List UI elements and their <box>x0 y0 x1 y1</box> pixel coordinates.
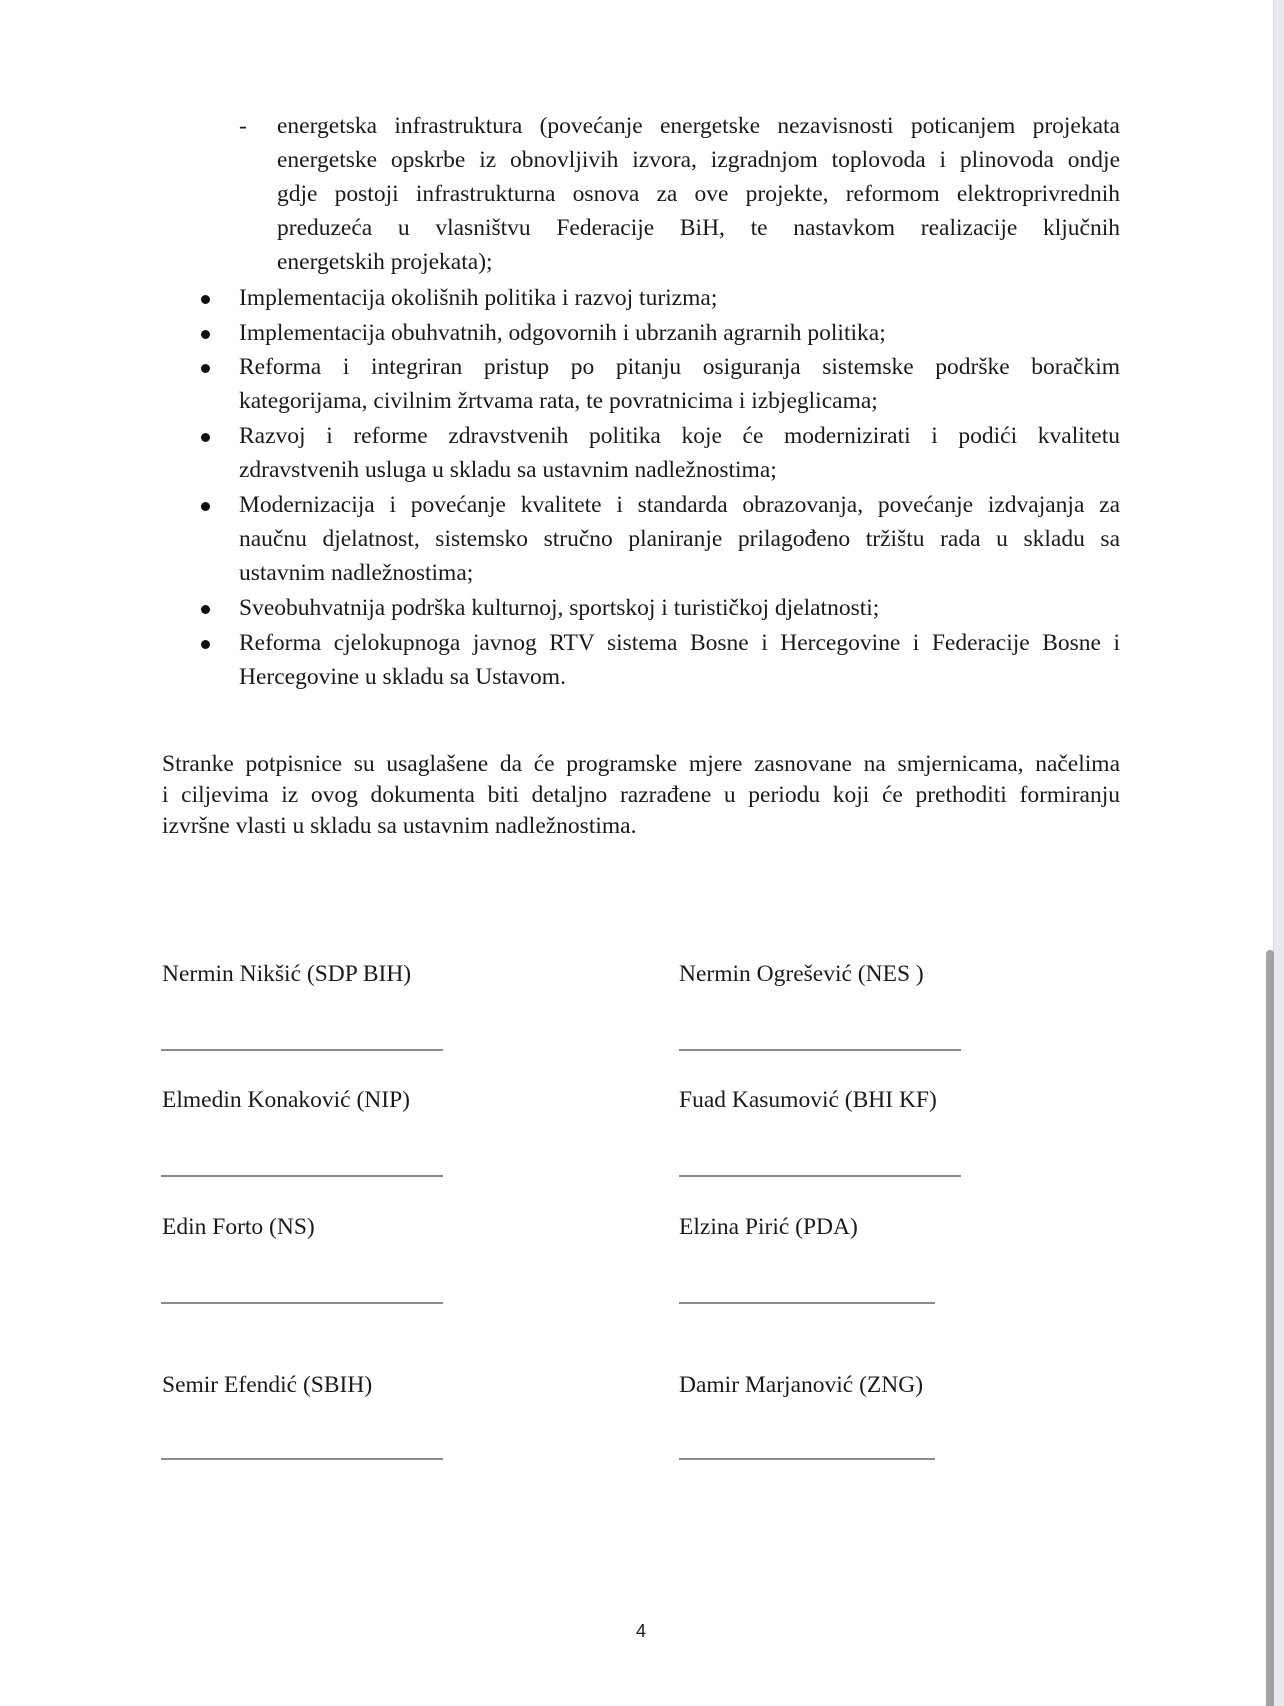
bullet-icon <box>201 502 210 511</box>
paragraph-line: i ciljevima iz ovog dokumenta biti detaljno razrađene u periodu koji će prethoditi formiranju <box>162 782 1120 808</box>
signature-line <box>679 1458 935 1460</box>
sub-item-line: energetska infrastruktura (povećanje energetske nezavisnosti poticanjem projekata <box>277 113 1120 139</box>
signature-line <box>161 1302 443 1304</box>
bullet-icon <box>201 605 210 614</box>
bullet-item-line: Reforma i integriran pristup po pitanju osiguranja sistemske podrške boračkim <box>239 354 1120 380</box>
signature-line <box>679 1175 961 1177</box>
bullet-item-line: Razvoj i reforme zdravstvenih politika koje će modernizirati i podići kvalitetu <box>239 423 1120 449</box>
bullet-item-line: Hercegovine u skladu sa Ustavom. <box>239 664 566 690</box>
signature-line <box>161 1175 443 1177</box>
sub-item-line: gdje postoji infrastrukturna osnova za ove projekte, reformom elektroprivrednih <box>277 181 1120 207</box>
signatory-name: Damir Marjanović (ZNG) <box>679 1372 924 1398</box>
paragraph-line: izvršne vlasti u skladu sa ustavnim nadležnostima. <box>162 813 637 839</box>
paragraph-line: Stranke potpisnice su usaglašene da će programske mjere zasnovane na smjernicama, načelima <box>162 751 1120 777</box>
signature-line <box>161 1458 443 1460</box>
signature-line <box>161 1049 443 1051</box>
signature-line <box>679 1302 935 1304</box>
dash-marker: - <box>239 113 247 139</box>
bullet-item-line: naučnu djelatnost, sistemsko stručno planiranje prilagođeno tržištu rada u skladu sa <box>239 526 1120 552</box>
bullet-item-line: Sveobuhvatnija podrška kulturnoj, sportskoj i turističkoj djelatnosti; <box>239 595 880 621</box>
signatory-name: Fuad Kasumović (BHI KF) <box>679 1087 937 1113</box>
signatory-name: Edin Forto (NS) <box>162 1214 315 1240</box>
bullet-item-line: Implementacija obuhvatnih, odgovornih i ubrzanih agrarnih politika; <box>239 320 886 346</box>
bullet-item-line: Reforma cjelokupnoga javnog RTV sistema Bosne i Hercegovine i Federacije Bosne i <box>239 630 1120 656</box>
bullet-icon <box>201 433 210 442</box>
bullet-icon <box>201 295 210 304</box>
scrollbar-thumb[interactable] <box>1266 950 1274 1706</box>
bullet-icon <box>201 364 210 373</box>
scrollbar-track[interactable] <box>1273 0 1284 1706</box>
signatory-name: Nermin Nikšić (SDP BIH) <box>162 961 412 987</box>
bullet-item-line: Modernizacija i povećanje kvalitete i standarda obrazovanja, povećanje izdvajanja za <box>239 492 1120 518</box>
bullet-icon <box>201 330 210 339</box>
sub-item-line: energetske opskrbe iz obnovljivih izvora, izgradnjom toplovoda i plinovoda ondje <box>277 147 1120 173</box>
sub-item-line: preduzeća u vlasništvu Federacije BiH, te nastavkom realizacije ključnih <box>277 215 1120 241</box>
bullet-item-line: kategorijama, civilnim žrtvama rata, te povratnicima i izbjeglicama; <box>239 388 878 414</box>
page-number: 4 <box>636 1621 647 1641</box>
bullet-icon <box>201 640 210 649</box>
signature-line <box>679 1049 961 1051</box>
bullet-item-line: Implementacija okolišnih politika i razvoj turizma; <box>239 285 718 311</box>
sub-item-line: energetskih projekata); <box>277 249 493 275</box>
signatory-name: Semir Efendić (SBIH) <box>162 1372 373 1398</box>
bullet-item-line: ustavnim nadležnostima; <box>239 560 474 586</box>
signatory-name: Nermin Ogrešević (NES ) <box>679 961 924 987</box>
bullet-item-line: zdravstvenih usluga u skladu sa ustavnim nadležnostima; <box>239 457 777 483</box>
signatory-name: Elmedin Konaković (NIP) <box>162 1087 411 1113</box>
signatory-name: Elzina Pirić (PDA) <box>679 1214 858 1240</box>
